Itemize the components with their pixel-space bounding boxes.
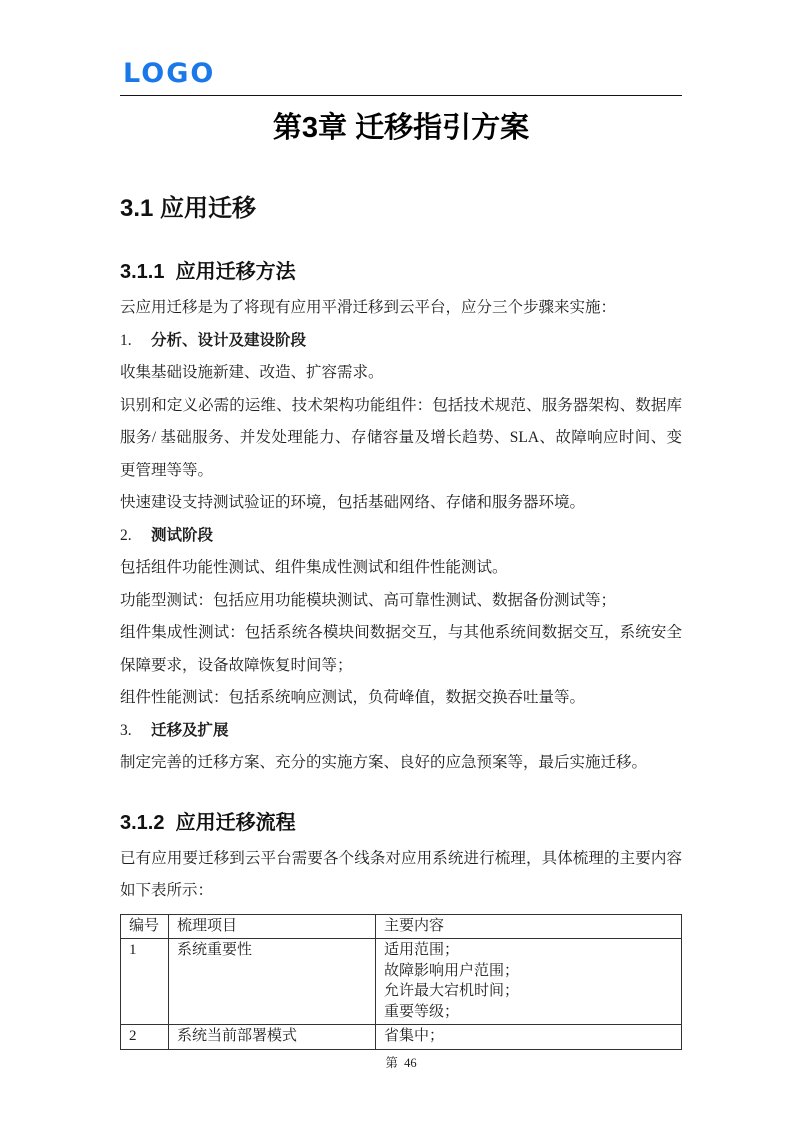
cell-item: 系统当前部署模式 — [169, 1025, 376, 1050]
table-row — [121, 939, 682, 1025]
content-line: 重要等级； — [384, 1003, 460, 1020]
chapter-title: 第3章 迁移指引方案 — [272, 112, 530, 144]
content-line: 适用范围； — [384, 942, 460, 958]
table-header-row — [121, 914, 682, 939]
subsection-heading-3-1-2: 3.1.2 应用迁移流程 — [120, 811, 296, 834]
step-2-heading — [120, 520, 682, 553]
subsection-heading-3-1-1: 3.1.1 应用迁移方法 — [120, 261, 296, 283]
intro-paragraph: 已有应用要迁移到云平台需要各个线条对应用系统进行梳理，具体梳理的主要内容如下表所示： — [120, 849, 682, 899]
paragraph: 组件性能测试：包括系统响应测试，负荷峰值，数据交换吞吐量等。 — [120, 689, 586, 706]
paragraph: 识别和定义必需的运维、技术架构功能组件：包括技术规范、服务器架构、数据库服务/ 基础服务、并发处理能力、存储容量及增长趋势、SLA、故障响应时间、变更管理等等。 — [120, 396, 682, 479]
logo: LOGO — [123, 58, 216, 89]
col-header-id: 编号 — [121, 914, 169, 939]
step-title: 迁移及扩展 — [151, 721, 229, 739]
cell-content — [376, 1025, 682, 1050]
step-number: 3. — [120, 721, 132, 739]
paragraph: 收集基础设施新建、改造、扩容需求。 — [120, 364, 384, 381]
content-line: 省集中； — [384, 1028, 445, 1044]
paragraph: 快速建设支持测试验证的环境，包括基础网络、存储和服务器环境。 — [120, 494, 586, 511]
page-number: 第 46 — [385, 1055, 417, 1070]
page-header — [120, 60, 682, 96]
step-1-heading — [120, 325, 682, 358]
cell-id: 2 — [121, 1025, 169, 1050]
paragraph: 组件集成性测试：包括系统各模块间数据交互，与其他系统间数据交互，系统安全保障要求，设备故障恢复时间等； — [120, 624, 682, 674]
header-divider — [120, 95, 682, 96]
col-header-content: 主要内容 — [376, 914, 682, 939]
content-line: 故障影响用户范围； — [384, 962, 520, 979]
step-title: 分析、设计及建设阶段 — [151, 331, 307, 349]
table-row — [121, 1025, 682, 1050]
step-title: 测试阶段 — [151, 526, 214, 544]
cell-item: 系统重要性 — [169, 939, 376, 1025]
content-line: 允许最大宕机时间； — [384, 983, 520, 999]
paragraph: 包括组件功能性测试、组件集成性测试和组件性能测试。 — [120, 559, 508, 576]
section-heading-3-1: 3.1 应用迁移 — [120, 195, 257, 222]
step-number: 2. — [120, 526, 132, 544]
step-3-heading — [120, 715, 682, 748]
paragraph: 制定完善的迁移方案、充分的实施方案、良好的应急预案等，最后实施迁移。 — [120, 754, 648, 771]
step-number: 1. — [120, 331, 132, 349]
review-table — [120, 914, 682, 1050]
paragraph: 功能型测试：包括应用功能模块测试、高可靠性测试、数据备份测试等； — [120, 591, 617, 609]
intro-paragraph: 云应用迁移是为了将现有应用平滑迁移到云平台，应分三个步骤来实施： — [120, 299, 617, 316]
col-header-item: 梳理项目 — [169, 914, 376, 939]
cell-content — [376, 939, 682, 1025]
cell-id: 1 — [121, 939, 169, 1025]
